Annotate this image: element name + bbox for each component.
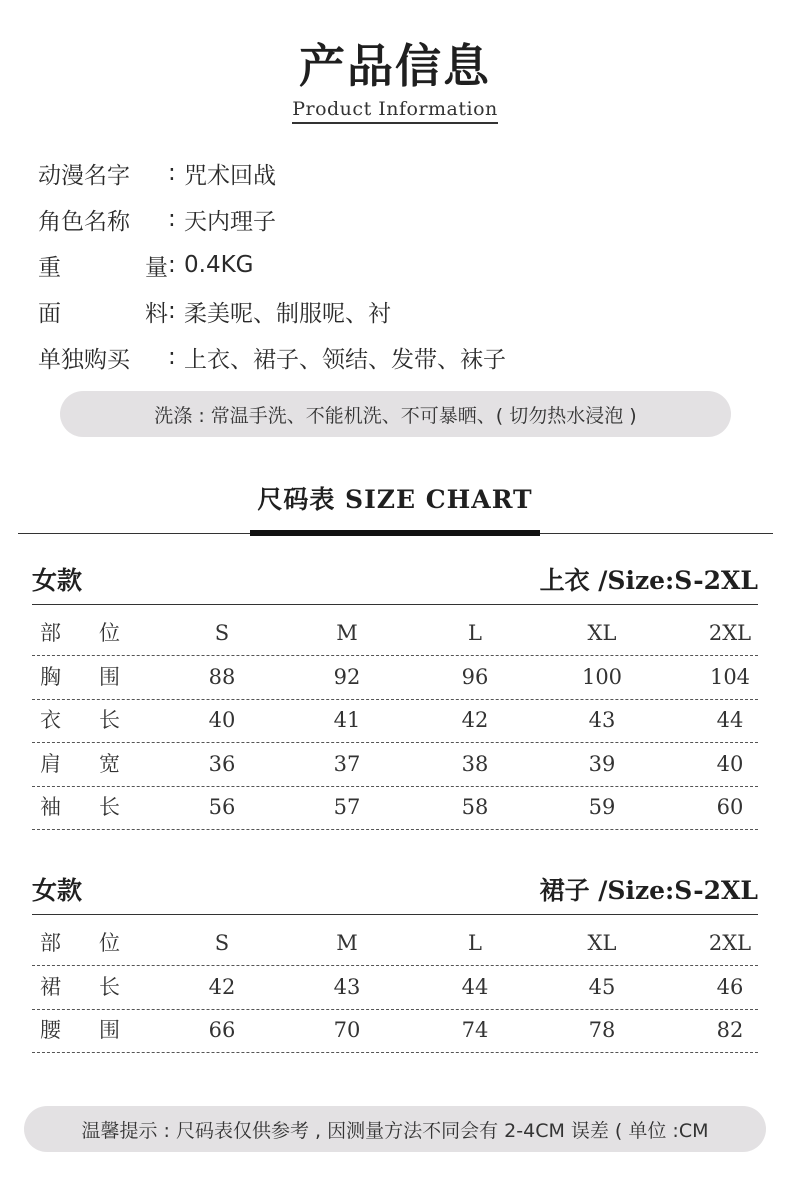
cell-value: 88: [208, 664, 236, 689]
cell-value: 66: [208, 1018, 236, 1042]
cell-value: 42: [461, 708, 489, 732]
label-char: 裙: [40, 974, 61, 999]
info-label: [38, 341, 168, 374]
cell-value: 92: [333, 664, 361, 689]
table-column-header: [32, 612, 758, 656]
info-value: 天内理子: [184, 208, 276, 235]
info-value: 柔美呢、制服呢、衬: [184, 300, 391, 327]
size-chart-divider-accent: [250, 530, 540, 536]
page-title: 产品信息: [299, 39, 491, 93]
table-header-rule: [32, 914, 758, 915]
product-info-list: [38, 150, 506, 380]
info-label-text: 角色名称: [38, 208, 130, 235]
label-char: 围: [99, 664, 120, 689]
label-char: 面: [38, 300, 61, 327]
label-char: 部: [40, 931, 61, 955]
cell-value: 36: [208, 751, 236, 776]
info-label: [38, 249, 168, 282]
row-label: [40, 922, 120, 965]
table-row: [32, 966, 758, 1010]
cell-value: 45: [588, 974, 616, 999]
label-char: 重: [38, 254, 61, 281]
cell-value: 44: [461, 974, 489, 999]
table-row: [32, 1009, 758, 1053]
row-label: [40, 966, 120, 1009]
cell-value: 41: [333, 708, 361, 732]
page-subtitle: [0, 98, 790, 124]
cell-value: 57: [333, 795, 361, 819]
cell-value: L: [468, 931, 482, 955]
cell-value: 42: [208, 974, 236, 999]
info-value: 0.4KG: [184, 252, 254, 278]
info-value: 上衣、裙子、领结、发带、袜子: [184, 346, 506, 373]
info-colon: :: [168, 160, 176, 186]
info-row-character: [38, 196, 506, 242]
cell-value: 38: [461, 751, 489, 776]
cell-value: 82: [716, 1018, 744, 1042]
row-label: [40, 786, 120, 829]
table-row: [32, 743, 758, 787]
cell-value: L: [468, 621, 482, 645]
label-char: 长: [99, 795, 120, 819]
size-chart-title: 尺码表 SIZE CHART: [257, 485, 533, 514]
info-label-text: 单独购买: [38, 346, 130, 373]
table-size-range: 裙子 /Size:S-2XL: [539, 876, 758, 905]
cell-value: 59: [588, 795, 616, 819]
cell-value: S: [214, 931, 230, 955]
table-row: [32, 699, 758, 743]
row-label: [40, 699, 120, 742]
label-char: 肩: [40, 751, 61, 776]
info-colon: :: [168, 252, 176, 278]
cell-value: 2XL: [708, 621, 752, 645]
info-label: [38, 295, 168, 328]
cell-value: 74: [461, 1018, 489, 1042]
cell-value: M: [336, 931, 358, 955]
cell-value: 70: [333, 1018, 361, 1042]
label-char: 围: [99, 1018, 120, 1042]
cell-value: 96: [461, 664, 489, 689]
info-row-weight: [38, 242, 506, 288]
row-label: [40, 656, 120, 699]
label-char: 位: [99, 931, 120, 955]
info-colon: :: [168, 344, 176, 370]
label-char: 量: [145, 254, 168, 281]
label-char: 长: [99, 974, 120, 999]
cell-value: XL: [587, 621, 617, 645]
cell-value: 104: [709, 664, 751, 689]
cell-value: 56: [208, 795, 236, 819]
label-char: 宽: [99, 751, 120, 776]
info-row-fabric: [38, 288, 506, 334]
label-char: 位: [99, 621, 120, 645]
cell-value: 44: [716, 708, 744, 732]
page-subtitle-text: Product Information: [292, 98, 498, 124]
info-row-anime: [38, 150, 506, 196]
table-category: 女款: [32, 566, 83, 595]
cell-value: 43: [333, 974, 361, 999]
table-size-range: 上衣 /Size:S-2XL: [539, 566, 758, 595]
tip-notice: 温馨提示 : 尺码表仅供参考 , 因测量方法不同会有 2-4CM 误差 ( 单位 :CM: [24, 1106, 766, 1152]
cell-value: 2XL: [708, 931, 752, 955]
label-char: 衣: [40, 708, 61, 732]
label-char: 袖: [40, 795, 61, 819]
cell-value: 43: [588, 708, 616, 732]
table-category: 女款: [32, 876, 83, 905]
cell-value: 46: [716, 974, 744, 999]
table-column-header: [32, 922, 758, 966]
info-label: [38, 203, 168, 236]
cell-value: 40: [208, 708, 236, 732]
cell-value: 78: [588, 1018, 616, 1042]
cell-value: XL: [587, 931, 617, 955]
row-label: [40, 743, 120, 786]
row-label: [40, 612, 120, 655]
info-colon: :: [168, 298, 176, 324]
table-row: [32, 656, 758, 700]
info-label: [38, 157, 168, 190]
cell-value: 60: [716, 795, 744, 819]
info-value: 咒术回战: [184, 162, 276, 189]
table-header-rule: [32, 604, 758, 605]
cell-value: 37: [333, 751, 361, 776]
label-char: 长: [99, 708, 120, 732]
cell-value: 39: [588, 751, 616, 776]
label-char: 部: [40, 621, 61, 645]
info-row-purchase: [38, 334, 506, 380]
table-row: [32, 786, 758, 830]
label-char: 腰: [40, 1018, 61, 1042]
info-colon: :: [168, 206, 176, 232]
cell-value: 100: [581, 664, 623, 689]
label-char: 料: [145, 300, 168, 327]
table-header: [32, 871, 758, 915]
row-label: [40, 1009, 120, 1052]
cell-value: S: [214, 621, 230, 645]
wash-instructions: 洗涤 : 常温手洗、不能机洗、不可暴晒、( 切勿热水浸泡 ): [60, 391, 731, 437]
label-char: 胸: [40, 664, 61, 689]
cell-value: M: [336, 621, 358, 645]
info-label-text: 动漫名字: [38, 162, 130, 189]
cell-value: 40: [716, 751, 744, 776]
cell-value: 58: [461, 795, 489, 819]
table-header: [32, 561, 758, 605]
